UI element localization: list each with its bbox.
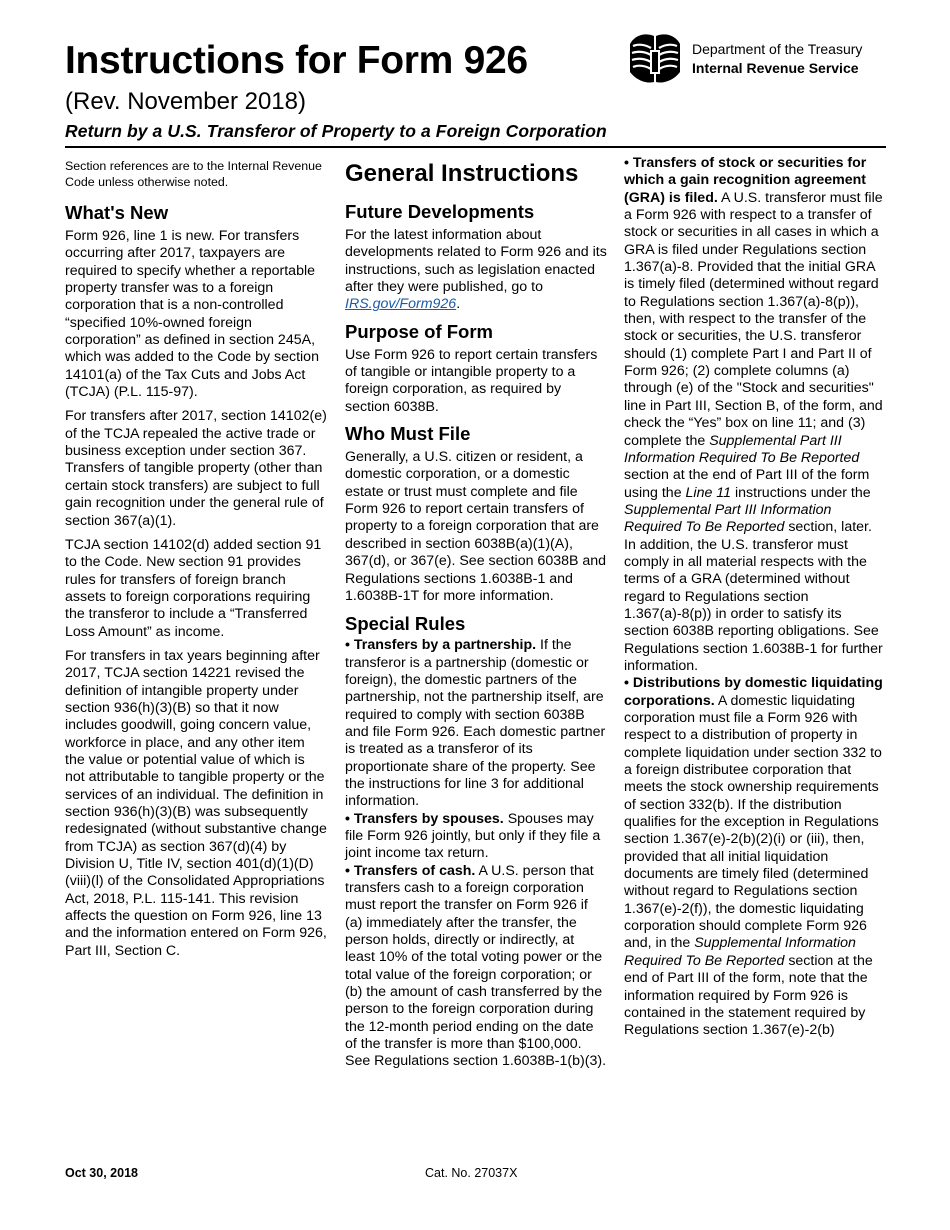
bullet: • xyxy=(345,862,350,879)
whats-new-paragraph: TCJA section 14102(d) added section 91 to the Code. New section 91 provides rules for transfers of foreign branch assets to foreign corporations requiring the transferor to include a “Transferred Loss Amount” as income. xyxy=(65,536,322,640)
catalog-number: Cat. No. 27037X xyxy=(425,1166,518,1180)
gra-rule-text: instructions under the xyxy=(735,484,871,501)
header-rule xyxy=(65,146,886,148)
liquidation-rule-text: A domestic liquidating corporation must file a Form 926 with respect to a distribution of property in complete liquidation under section 332 to a foreign distributee corporation that meets the stock ownership requirements of section 332(b). If the distribution qualifies for the exception in Regulations section 1.367(e)-2(b)(2)(i) or (iii), then, provided that all initial liquidation documents are timely filed (determined without regard to Regulations section 1.367(e)-2(f)), the domestic liquidating corporation should complete Form 926 and, in the xyxy=(624,692,882,952)
line11-italic-ref: Line 11 xyxy=(685,484,732,501)
bullet: • xyxy=(345,810,350,827)
whats-new-paragraph: Form 926, line 1 is new. For transfers occurring after 2017, taxpayers are required to specify whether a reportable property transfer was to a foreign corporation that is a non-controlled “specified 10%-owned foreign corporation” as defined in section 245A, which was added to the Code by section 14101(a) of the Tax Cuts and Jobs Act (TCJA) (P.L. 115-97). xyxy=(65,228,319,401)
cash-rule xyxy=(345,863,607,1071)
gra-italic-ref: Supplemental Part III Information Required To Be Reported xyxy=(624,501,832,536)
purpose-paragraph: Use Form 926 to report certain transfers of tangible or intangible property to a foreign corporation, as required by section 6038B. xyxy=(345,346,598,415)
future-developments-paragraph xyxy=(345,227,607,314)
section-references-note: Section references are to the Internal Revenue Code unless otherwise noted. xyxy=(65,159,322,189)
supplemental-italic-ref: Supplemental Information Required To Be Reported xyxy=(624,935,856,969)
revision-date: (Rev. November 2018) xyxy=(65,88,306,115)
column-1 xyxy=(65,155,327,967)
who-must-file-paragraph: Generally, a U.S. citizen or resident, a domestic corporation, or a domestic estate or trust must complete and file Form 926 to report certain transfers of property to a foreign corporation that are described in section 6038B(a)(1)(A), 367(d), or 367(e). See section 6038B and Regulations sections 1.6038B-1 and 1.6038B-1T for more information. xyxy=(345,449,607,604)
spouses-rule xyxy=(345,811,607,863)
future-developments-text: For the latest information about developments related to Form 926 and its instructions, such as legislation enacted after they were published, go to xyxy=(345,227,607,296)
gra-italic-ref: Supplemental Part III Information Required To Be Reported xyxy=(624,432,860,466)
whats-new-heading: What's New xyxy=(65,202,169,223)
agency-department: Department of the Treasury xyxy=(692,41,863,57)
gra-rule-text: section, later. In addition, the U.S. transferor must comply in all material respects with the terms of a GRA (determined without regard to Regulations section 1.367(a)-8(p)) in order to satisfy its section 6038B reporting obligations. See Regulations section 1.6038B-1 for further information. xyxy=(624,519,883,674)
special-rules-heading: Special Rules xyxy=(345,613,466,635)
gra-rule-text: A U.S. transferor must file a Form 926 with respect to a transfer of stock or securities in all cases in which a GRA is filed under Regulations section 1.367(a)-8. Provided that the initial GRA is timely filed (determined without regard to Regulations section 1.367(a)-8(p)), then, with respect to the transfer of the stock or securities, the U.S. transferor should (1) complete Part I and Part II of Form 926; (2) complete columns (a) through (e) of the "Stock and securities" line in Part III, Section B, of the form, and check the “Yes” box on line 11; and (3) complete the xyxy=(624,189,883,449)
agency-irs: Internal Revenue Service xyxy=(692,60,859,76)
liquidation-rule xyxy=(624,675,886,1039)
liquidation-rule-text: section at the end of Part III of the form, note that the information required by Form 926 is contained in the statement required by Regulations section 1.367(e)-2(b) xyxy=(624,952,873,1039)
partnership-rule xyxy=(345,637,607,810)
document-title: Instructions for Form 926 xyxy=(65,39,528,82)
agency-block xyxy=(624,30,862,88)
irs-eagle-logo-icon xyxy=(624,30,686,88)
cash-rule-text: A U.S. person that transfers cash to a foreign corporation must report the transfer on Form 926 if (a) immediately after the transfer, the person holds, directly or indirectly, at least 10% of the total voting power or the total value of the foreign corporation; or (b) the amount of cash transferred by the person to the foreign corporation during the 12-month period ending on the date of the transfer is more than $100,000. See Regulations section 1.6038B-1(b)(3). xyxy=(345,862,607,1070)
column-3 xyxy=(624,155,886,1040)
gra-rule-text: section at the end of Part III of the form using the xyxy=(624,467,870,501)
bullet: • xyxy=(624,155,629,171)
whats-new-paragraph: For transfers after 2017, section 14102(e) of the TCJA repealed the active trade or business exception under section 367. Transfers of tangible property (other than certain stock transfers) are subject to full gain recognition under the general rule of section 367(a)(1). xyxy=(65,408,327,529)
form-subtitle: Return by a U.S. Transferor of Property to a Foreign Corporation xyxy=(65,121,607,141)
period: . xyxy=(456,296,461,313)
irs-form926-link[interactable]: IRS.gov/Form926 xyxy=(345,296,457,313)
liquidation-rule-lead: Distributions by domestic liquidating corporations. xyxy=(624,675,883,709)
future-developments-heading: Future Developments xyxy=(345,201,535,222)
partnership-rule-lead: Transfers by a partnership. xyxy=(353,637,537,654)
gra-rule-lead: Transfers of stock or securities for which a gain recognition agreement (GRA) is filed. xyxy=(624,155,867,206)
who-must-file-heading: Who Must File xyxy=(345,423,471,445)
column-2 xyxy=(345,155,607,1071)
bullet: • xyxy=(345,637,350,654)
spouses-rule-text: Spouses may file Form 926 jointly, but only if they file a joint income tax return. xyxy=(345,810,601,862)
general-instructions-heading: General Instructions xyxy=(345,160,579,187)
footer-date: Oct 30, 2018 xyxy=(65,1166,138,1180)
bullet: • xyxy=(624,675,629,692)
partnership-rule-text: If the transferor is a partnership (domestic or foreign), the domestic partners of the partnership, not the partnership itself, are required to comply with section 6038B and file Form 926. Each domestic partner is treated as a transferor of its proportionate share of the property. See the instructions for line 3 for additional information. xyxy=(345,637,606,810)
whats-new-paragraph: For transfers in tax years beginning after 2017, TCJA section 14221 revised the definition of intangible property under section 936(h)(3)(B) so that it now includes goodwill, going concern value, workforce in place, and any other item the value or potential value of which is not attributable to tangible property or the services of an individual. The definition in section 936(h)(3)(B) was subsequently redesignated (without substantive change from TCJA) as section 367(d)(4) by Division U, Title IV, section 401(d)(1)(D)(viii)(l) of the Consolidated Appropriations Act, 2018, P.L. 115-141. This revision affects the question on Form 926, line 13 and the information entered on Form 926, Part III, Section C. xyxy=(65,647,327,959)
purpose-of-form-heading: Purpose of Form xyxy=(345,320,494,342)
gra-rule xyxy=(624,155,886,675)
cash-rule-lead: Transfers of cash. xyxy=(353,862,476,879)
spouses-rule-lead: Transfers by spouses. xyxy=(353,810,504,827)
